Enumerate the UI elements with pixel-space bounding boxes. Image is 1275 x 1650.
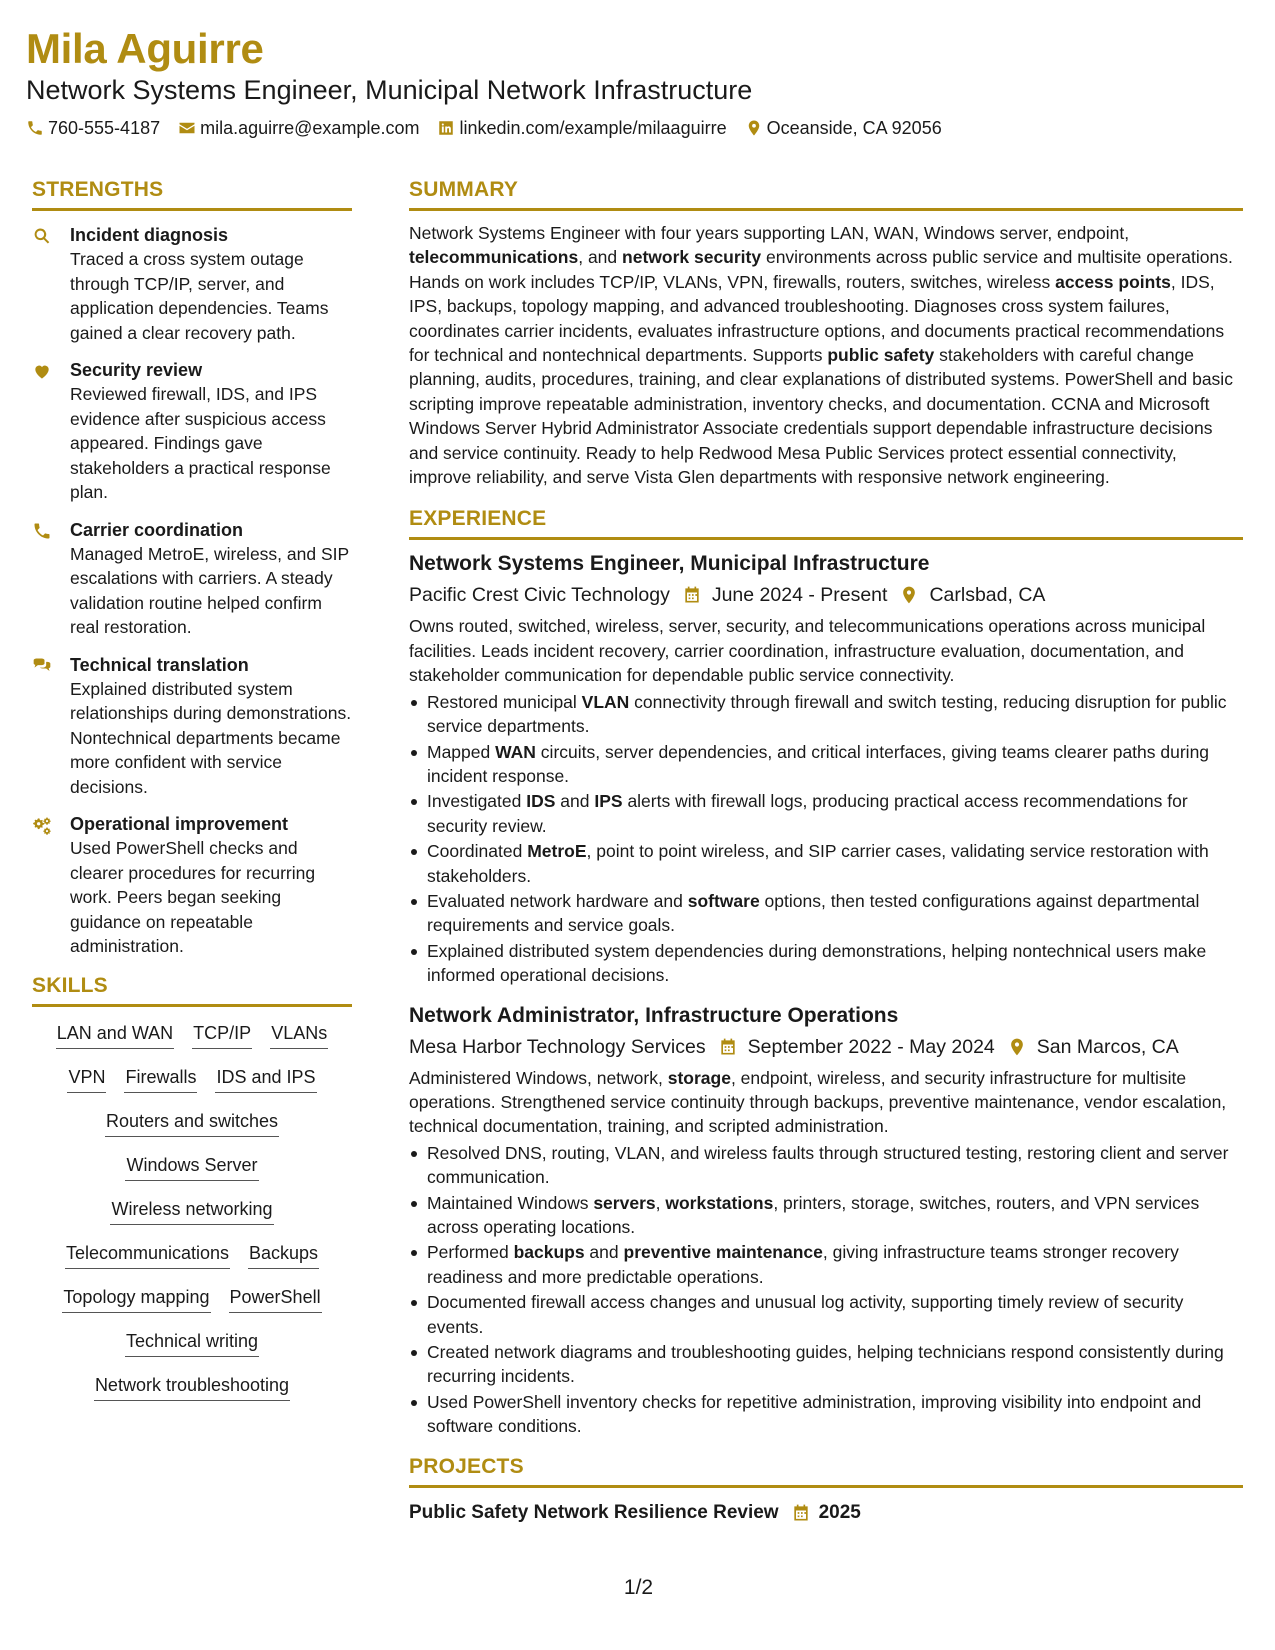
skill-tag: Firewalls: [124, 1065, 197, 1093]
strengths-list: [32, 223, 352, 959]
skill-row: [32, 1065, 352, 1093]
strength-item: [32, 223, 352, 345]
job-description: Administered Windows, network, storage, endpoint, wireless, and security infrastructure for multisite operations. Strengthened service continuity through backups, preventive maintenance, vendor escalation, technical documentation, training, and scripted administration.: [409, 1067, 1227, 1137]
skills-list: [32, 1021, 352, 1401]
map-marker-icon: [745, 119, 763, 137]
candidate-title: Network Systems Engineer, Municipal Network Infrastructure: [26, 75, 753, 105]
skill-row: [32, 1373, 352, 1401]
contact-phone[interactable]: [26, 116, 160, 140]
job-location: Carlsbad, CA: [929, 584, 1046, 607]
skill-tag: Telecommunications: [65, 1241, 230, 1269]
contact-location: [745, 116, 942, 140]
skill-tag: TCP/IP: [192, 1021, 252, 1049]
heart-icon: [32, 361, 52, 381]
job-bullets: [409, 1141, 1243, 1439]
job-company: Pacific Crest Civic Technology: [409, 584, 670, 607]
right-column: [409, 176, 1243, 1526]
project-year: 2025: [818, 1501, 861, 1523]
linkedin-text: linkedin.com/example/milaaguirre: [459, 118, 727, 138]
calendar-icon: [682, 585, 702, 605]
skill-row: [32, 1329, 352, 1357]
strength-desc: Used PowerShell checks and clearer procedures for recurring work. Peers began seeking guidance on repeatable administration.: [70, 838, 316, 956]
strengths-heading: STRENGTHS: [32, 176, 352, 211]
job-bullet: Used PowerShell inventory checks for repetitive administration, improving visibility into endpoint and software conditions.: [409, 1390, 1243, 1439]
job-meta: [409, 1032, 1243, 1062]
job-bullet: Resolved DNS, routing, VLAN, and wireless faults through structured testing, restoring client and server communication.: [409, 1141, 1243, 1190]
skill-row: [32, 1109, 352, 1137]
job-location: San Marcos, CA: [1036, 1035, 1179, 1058]
skill-row: [32, 1241, 352, 1269]
cogs-icon: [32, 815, 52, 835]
job-bullet: Maintained Windows servers, workstations, printers, storage, switches, routers, and VPN services across operating locations.: [409, 1191, 1243, 1240]
skill-tag: Routers and switches: [105, 1109, 279, 1137]
strength-desc: Explained distributed system relationships during demonstrations. Nontechnical departments became more confident with service decisions.: [70, 678, 352, 797]
skill-row: [32, 1285, 352, 1313]
job-entry: [409, 1002, 1243, 1439]
experience-heading: EXPERIENCE: [409, 505, 1243, 540]
projects-heading: PROJECTS: [409, 1453, 1243, 1488]
email-text: mila.aguirre@example.com: [200, 118, 420, 138]
comments-icon: [32, 656, 52, 676]
resume-header: [26, 24, 1246, 140]
page-number: 1/2: [623, 1576, 654, 1599]
job-dates: September 2022 - May 2024: [747, 1035, 995, 1058]
strength-desc: Traced a cross system outage through TCP/IP, server, and application dependencies. Teams gained a clear recovery path.: [70, 249, 329, 343]
project-item: [409, 1500, 1243, 1526]
job-bullet: Investigated IDS and IPS alerts with firewall logs, producing practical access recommendations for security review.: [409, 789, 1243, 838]
skill-tag: LAN and WAN: [56, 1021, 174, 1049]
linkedin-icon: [437, 119, 455, 137]
skill-tag: Network troubleshooting: [94, 1373, 290, 1401]
summary-heading: SUMMARY: [409, 176, 1243, 211]
job-bullet: Performed backups and preventive maintenance, giving infrastructure teams stronger recovery readiness and more predictable operations.: [409, 1240, 1243, 1289]
job-bullet: Mapped WAN circuits, server dependencies, and critical interfaces, giving teams clearer paths during incident response.: [409, 740, 1243, 789]
strength-item: [32, 358, 352, 505]
strength-title: Technical translation: [70, 654, 249, 675]
calendar-icon: [718, 1037, 738, 1057]
skill-row: [32, 1021, 352, 1049]
skill-tag: VLANs: [270, 1021, 328, 1049]
job-bullet: Documented firewall access changes and unusual log activity, supporting timely review of security events.: [409, 1290, 1243, 1339]
phone-icon: [32, 521, 52, 541]
strength-title: Incident diagnosis: [70, 225, 229, 245]
skill-tag: Topology mapping: [62, 1285, 210, 1313]
job-meta: [409, 580, 1243, 610]
job-role: Network Systems Engineer, Municipal Infrastructure: [409, 552, 930, 576]
skill-tag: Wireless networking: [110, 1197, 273, 1225]
job-dates: June 2024 - Present: [711, 584, 888, 607]
summary-text: Network Systems Engineer with four years supporting LAN, WAN, Windows server, endpoint, telecommunications, and network security environments across public service and multisite operations. Hands on work includes TCP/IP, VLANs, VPN, firewalls, routers, switches, wireless access points, IDS, IPS, backups, topology mapping, and advanced troubleshooting. Diagnoses cross system failures, coordinates carrier incidents, evaluates infrastructure options, and documents practical recommendations for technical and nontechnical departments. Supports public safety stakeholders with careful change planning, audits, procedures, training, and clear explanations of distributed systems. PowerShell and basic scripting improve repeatable administration, inventory checks, and documentation. CCNA and Microsoft Windows Server Hybrid Administrator Associate credentials support dependable infrastructure decisions and service continuity. Ready to help Redwood Mesa Public Services protect essential connectivity, improve reliability, and serve Vista Glen departments with responsive network engineering.: [409, 223, 1233, 488]
contact-linkedin[interactable]: [437, 116, 726, 140]
skill-tag: PowerShell: [229, 1285, 322, 1313]
strength-item: [32, 653, 352, 800]
job-role: Network Administrator, Infrastructure Operations: [409, 1003, 899, 1027]
location-text: Oceanside, CA 92056: [766, 118, 942, 138]
strength-desc: Reviewed firewall, IDS, and IPS evidence after suspicious access appeared. Findings gave stakeholders a practical response plan.: [70, 384, 331, 502]
map-marker-icon: [1007, 1037, 1027, 1057]
strength-title: Security review: [70, 360, 203, 380]
skill-tag: Windows Server: [125, 1153, 258, 1181]
skill-tag: Technical writing: [125, 1329, 259, 1357]
phone-icon: [26, 119, 44, 137]
job-bullet: Coordinated MetroE, point to point wireless, and SIP carrier cases, validating service restoration with stakeholders.: [409, 839, 1243, 888]
envelope-icon: [178, 119, 196, 137]
strength-title: Carrier coordination: [70, 519, 244, 540]
contact-email[interactable]: [178, 116, 419, 140]
job-bullet: Explained distributed system dependencies during demonstrations, helping nontechnical users make informed operational decisions.: [409, 939, 1243, 988]
job-bullet: Evaluated network hardware and software options, then tested configurations against departmental requirements and service goals.: [409, 889, 1243, 938]
skills-heading: SKILLS: [32, 972, 352, 1007]
job-bullet: Created network diagrams and troubleshooting guides, helping technicians respond consistently during recurring incidents.: [409, 1340, 1243, 1389]
strength-item: [32, 812, 352, 959]
left-column: [32, 176, 352, 1417]
skill-row: [32, 1153, 352, 1181]
strength-title: Operational improvement: [70, 814, 289, 834]
skill-tag: IDS and IPS: [215, 1065, 316, 1093]
job-bullet: Restored municipal VLAN connectivity through firewall and switch testing, reducing disruption for public service departments.: [409, 690, 1243, 739]
strength-item: [32, 518, 352, 640]
calendar-icon: [791, 1503, 811, 1523]
candidate-name: Mila Aguirre: [26, 25, 264, 72]
contact-row: [26, 116, 1246, 140]
map-marker-icon: [899, 585, 919, 605]
skill-row: [32, 1197, 352, 1225]
strength-desc: Managed MetroE, wireless, and SIP escalations with carriers. A steady validation routine helped confirm real restoration.: [70, 543, 349, 637]
search-icon: [32, 226, 52, 246]
skill-tag: VPN: [67, 1065, 106, 1093]
phone-text: 760-555-4187: [48, 118, 161, 138]
job-bullets: [409, 690, 1243, 988]
job-company: Mesa Harbor Technology Services: [409, 1035, 706, 1058]
job-description: Owns routed, switched, wireless, server, security, and telecommunications operations across municipal facilities. Leads incident recovery, carrier coordination, infrastructure evaluation, documentation, and stakeholder communication for dependable public service connectivity.: [409, 616, 1206, 686]
job-entry: [409, 550, 1243, 987]
project-title: Public Safety Network Resilience Review: [409, 1501, 779, 1523]
skill-tag: Backups: [248, 1241, 319, 1269]
